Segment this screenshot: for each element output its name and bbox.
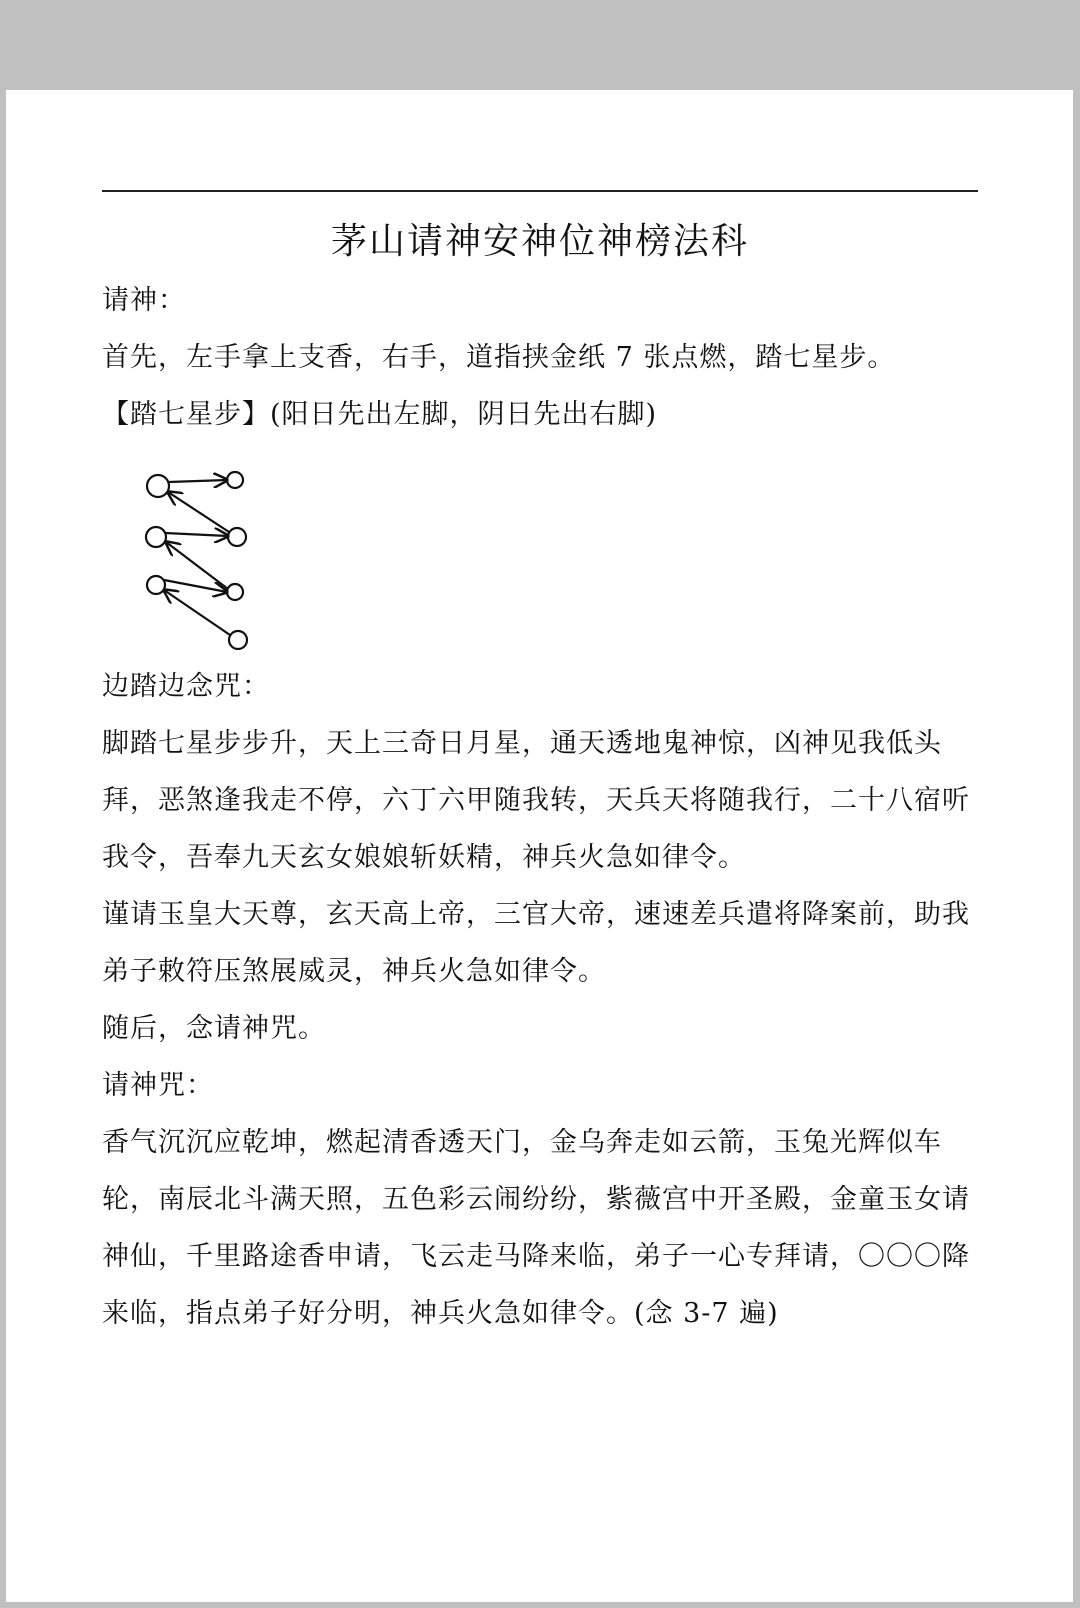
- section-chant: [102, 658, 982, 1342]
- footprint-right-4: [227, 472, 243, 488]
- header-rule: [102, 190, 978, 192]
- step-label: 【踏七星步】(阳日先出左脚，阴日先出右脚): [102, 399, 658, 430]
- seven-star-step-diagram: [138, 460, 248, 650]
- step-arrow: [168, 492, 229, 532]
- step-arrow: [169, 480, 227, 482]
- next-step-paragraph: 随后，念请神咒。: [102, 1013, 326, 1044]
- step-arrow: [164, 590, 230, 635]
- section-heading: 请神：: [102, 285, 186, 316]
- section-heading: 边踏边念咒：: [102, 671, 270, 702]
- footprint-right-2: [227, 584, 243, 600]
- page-title: 茅山请神安神位神榜法科: [330, 221, 749, 262]
- footprint-left-3: [147, 576, 165, 594]
- mantra-paragraph: 香气沉沉应乾坤，燃起清香透天门，金乌奔走如云箭，玉兔光辉似车轮，南辰北斗满天照，五色彩云闹纷纷，紫薇宫中开圣殿，金童玉女请神仙，千里路途香申请，飞云走马降来临，弟子一心专拜请，〇〇〇降来临，指点弟子好分明，神兵火急如律令。(念 3-7 遍): [102, 1127, 970, 1329]
- chant-paragraph: 脚踏七星步步升，天上三奇日月星，通天透地鬼神惊，凶神见我低头拜，恶煞逢我走不停，六丁六甲随我转，天兵天将随我行，二十八宿听我令，吾奉九天玄女娘娘斩妖精，神兵火急如律令。: [102, 728, 970, 873]
- step-arrow: [165, 533, 228, 536]
- instruction-paragraph: 首先，左手拿上支香，右手，道指挟金纸 7 张点燃，踏七星步。: [102, 342, 896, 373]
- mantra-heading: 请神咒：: [102, 1070, 214, 1101]
- section-qingshen: [102, 272, 982, 443]
- footprint-left-2: [146, 527, 166, 547]
- invocation-paragraph: 谨请玉皇大天尊，玄天高上帝，三官大帝，速速差兵遣将降案前，助我弟子敕符压煞展威灵，神兵火急如律令。: [102, 899, 970, 987]
- footprint-right-1: [229, 631, 247, 649]
- footprint-right-3: [228, 528, 246, 546]
- document-page: [6, 90, 1073, 1602]
- footprint-left-1: [147, 475, 169, 497]
